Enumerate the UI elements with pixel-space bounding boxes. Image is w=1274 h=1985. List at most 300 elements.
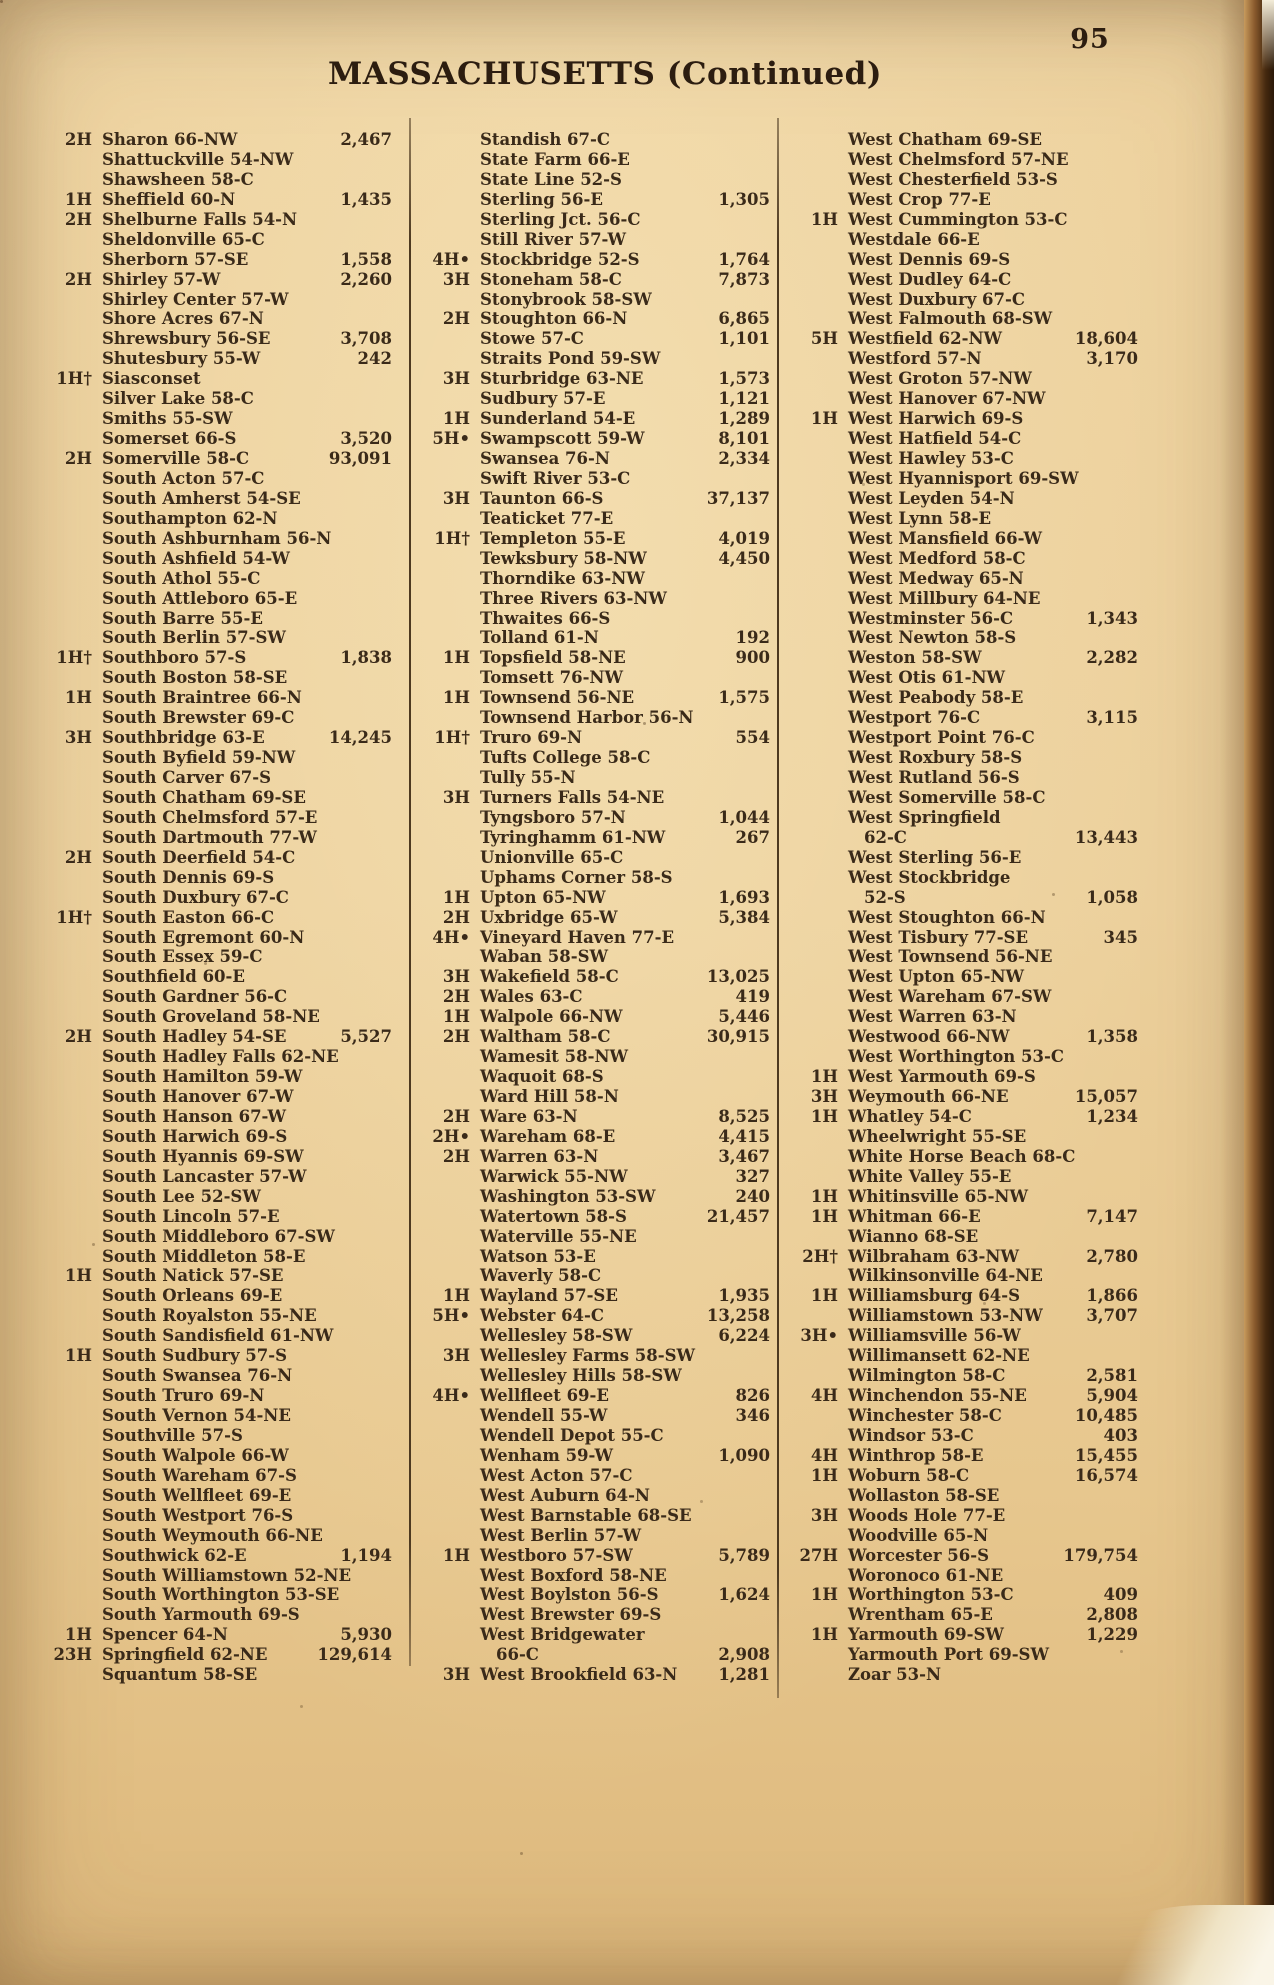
entry-name: Walpole 66-NW: [480, 1007, 623, 1027]
entry-name: Westdale 66-E: [848, 229, 980, 249]
entry-row: [50, 1207, 392, 1227]
entry-row: [428, 250, 770, 270]
entry-row: [796, 788, 1138, 808]
entry-row: [796, 1585, 1138, 1605]
entry-row: [50, 1486, 392, 1506]
entry-row: [50, 449, 392, 469]
entry-value: 826: [735, 1386, 770, 1406]
entry-name: Willimansett 62-NE: [848, 1346, 1030, 1366]
entry-value: 1,838: [340, 648, 392, 668]
entry-row: [428, 947, 770, 967]
entry-value: 2,908: [718, 1645, 770, 1665]
entry-row: [50, 688, 392, 708]
entry-prefix: 1H: [64, 1346, 92, 1366]
entry-name: West Cummington 53-C: [848, 209, 1068, 229]
entry-row: [428, 1167, 770, 1187]
entry-value: 2,260: [340, 269, 392, 289]
entry-value: 15,057: [1074, 1087, 1138, 1106]
entry-name: South Attleboro 65-E: [102, 588, 298, 608]
entry-name: Woods Hole 77-E: [848, 1505, 1006, 1525]
entry-prefix: 5H•: [432, 1306, 470, 1326]
entry-prefix: 3H: [442, 1346, 470, 1366]
entry-name: South Amherst 54-SE: [102, 488, 301, 508]
entry-row: [50, 748, 392, 768]
entry-name: Still River 57-W: [480, 229, 627, 249]
entry-row: [796, 1605, 1138, 1625]
entry-prefix: 23H: [53, 1645, 92, 1665]
entry-row: [796, 489, 1138, 509]
entry-row: [50, 150, 392, 170]
entry-value: 1,101: [718, 329, 770, 349]
entry-value: 3,170: [1086, 349, 1138, 369]
entry-name: West Rutland 56-S: [848, 768, 1020, 787]
entry-name: West Millbury 64-NE: [848, 588, 1041, 608]
entry-row: [50, 1047, 392, 1067]
entry-value: 4,450: [718, 548, 770, 568]
entry-value: 3,520: [340, 429, 392, 449]
entry-prefix: 4H•: [432, 249, 470, 269]
entry-name: West Berlin 57-W: [480, 1525, 642, 1545]
entry-value: 13,443: [1074, 827, 1138, 847]
entry-row: [50, 489, 392, 509]
entry-name: Woronoco 61-NE: [848, 1565, 1004, 1585]
entry-row: [428, 1286, 770, 1306]
entry-name: Topsfield 58-NE: [480, 648, 626, 668]
entry-name: West Bridgewater: [480, 1625, 645, 1645]
page-corner-top-right: [1262, 0, 1274, 70]
entry-row: [428, 668, 770, 688]
entry-name: Sturbridge 63-NE: [480, 369, 644, 389]
column-1: [50, 130, 392, 1685]
entry-name: Stoughton 66-N: [480, 309, 628, 329]
entry-name: Wamesit 58-NW: [480, 1047, 629, 1067]
entry-row: [796, 1366, 1138, 1386]
entry-name: Westport Point 76-C: [848, 728, 1035, 748]
entry-prefix: 1H: [810, 1206, 838, 1226]
entry-value: 13,258: [706, 1306, 770, 1326]
entry-value: 2,282: [1086, 648, 1138, 668]
entry-name: Stonybrook 58-SW: [480, 289, 652, 309]
entry-row: [428, 1007, 770, 1027]
entry-row: [428, 748, 770, 768]
entry-row: [50, 329, 392, 349]
entry-row: [50, 888, 392, 908]
entry-value: 1,343: [1086, 608, 1138, 628]
entry-name: South Lincoln 57-E: [102, 1206, 280, 1226]
entry-name: Wellfleet 69-E: [480, 1386, 609, 1406]
entry-row: [50, 768, 392, 788]
entry-value: 5,384: [718, 907, 770, 927]
entry-name: South Essex 59-C: [102, 947, 263, 967]
entry-name: West Springfield: [848, 807, 1001, 827]
entry-prefix: 1H: [810, 1625, 838, 1645]
entry-row: [796, 1665, 1138, 1685]
entry-name: Springfield 62-NE: [102, 1645, 268, 1665]
entry-value: 5,930: [340, 1625, 392, 1645]
entry-name: Westford 57-N: [848, 349, 982, 369]
entry-name: Wilmington 58-C: [848, 1366, 1006, 1386]
entry-row: [796, 1107, 1138, 1127]
entry-name: South Middleton 58-E: [102, 1246, 306, 1266]
entry-row: [50, 1247, 392, 1267]
entry-row: [796, 270, 1138, 290]
entry-name: Wellesley Farms 58-SW: [480, 1346, 696, 1366]
entry-name: Tolland 61-N: [480, 628, 599, 648]
entry-row: [796, 389, 1138, 409]
entry-name: South Easton 66-C: [102, 907, 275, 927]
entry-row: [428, 1306, 770, 1326]
entry-name: Washington 53-SW: [480, 1186, 656, 1206]
entry-value: 327: [735, 1166, 770, 1186]
entry-row: [428, 1526, 770, 1546]
entry-row: [50, 1605, 392, 1625]
entry-name: West Barnstable 68-SE: [480, 1505, 692, 1525]
entry-row: [50, 848, 392, 868]
entry-name: South Hamilton 59-W: [102, 1067, 303, 1087]
entry-row: [428, 329, 770, 349]
entry-name: Worthington 53-C: [848, 1585, 1014, 1605]
entry-value: 5,446: [718, 1007, 770, 1027]
column-2: [428, 130, 770, 1685]
entry-prefix: 2H: [442, 1027, 470, 1047]
entry-row: [796, 1546, 1138, 1566]
entry-name: Woodville 65-N: [848, 1525, 989, 1545]
entry-row: [796, 1286, 1138, 1306]
entry-row: [428, 1446, 770, 1466]
entry-value: 1,693: [718, 887, 770, 907]
entry-row: [796, 1047, 1138, 1067]
entry-row: [428, 728, 770, 748]
entry-row: [428, 609, 770, 629]
entry-value: 403: [1103, 1425, 1138, 1445]
entry-row: [796, 589, 1138, 609]
entry-row: [796, 150, 1138, 170]
entry-name: White Valley 55-E: [848, 1166, 1012, 1186]
entry-name: Southfield 60-E: [102, 967, 245, 987]
paper-speckles: [0, 0, 3, 3]
entry-value: 3,707: [1086, 1306, 1138, 1326]
entry-prefix: 1H: [442, 887, 470, 907]
entry-value: 3,708: [340, 329, 392, 349]
entry-value: 345: [1103, 927, 1138, 947]
entry-value: 93,091: [328, 449, 392, 468]
entry-name: South Gardner 56-C: [102, 987, 288, 1007]
entry-name: South Duxbury 67-C: [102, 887, 289, 907]
entry-name: South Dartmouth 77-W: [102, 827, 317, 847]
entry-name: South Weymouth 66-NE: [102, 1525, 323, 1545]
entry-name: West Roxbury 58-S: [848, 748, 1023, 768]
entry-name: South Chelmsford 57-E: [102, 807, 318, 827]
entry-name: Williamstown 53-NW: [848, 1306, 1043, 1326]
entry-value: 2,334: [718, 449, 770, 468]
entry-name: Templeton 55-E: [480, 528, 626, 548]
entry-row: [428, 1366, 770, 1386]
entry-name: West Chelmsford 57-NE: [848, 149, 1069, 169]
entry-row: [428, 290, 770, 310]
entry-row: [796, 429, 1138, 449]
entry-row: [796, 648, 1138, 668]
entry-name: Shattuckville 54-NW: [102, 149, 294, 169]
entry-row: [428, 589, 770, 609]
entry-row: [50, 668, 392, 688]
entry-prefix: 4H: [810, 1386, 838, 1406]
entry-row: [796, 349, 1138, 369]
entry-name: Wianno 68-SE: [848, 1226, 979, 1246]
entry-name: West Sterling 56-E: [848, 847, 1022, 867]
entry-value: 1,575: [718, 688, 770, 708]
entry-row: [796, 928, 1138, 948]
entry-name: West Medway 65-N: [848, 568, 1024, 588]
entry-name: South Walpole 66-W: [102, 1445, 289, 1465]
entry-row: [50, 908, 392, 928]
entry-name: Ward Hill 58-N: [480, 1087, 619, 1106]
entry-name: West Boxford 58-NE: [480, 1565, 667, 1585]
entry-row: [428, 1147, 770, 1167]
entry-prefix: 2H: [442, 1146, 470, 1166]
entry-row: [428, 908, 770, 928]
entry-row: [50, 429, 392, 449]
entry-name: Shore Acres 67-N: [102, 309, 264, 329]
entry-prefix: 2H: [442, 1106, 470, 1126]
entry-row: [50, 1546, 392, 1566]
entry-row: [796, 1446, 1138, 1466]
entry-name: Tyngsboro 57-N: [480, 807, 626, 827]
entry-row: [50, 130, 392, 150]
entry-name: Wilkinsonville 64-NE: [848, 1266, 1043, 1286]
entry-name: West Boylston 56-S: [480, 1585, 659, 1605]
entry-row: [50, 469, 392, 489]
entry-value: 129,614: [317, 1645, 392, 1665]
entry-name: West Falmouth 68-SW: [848, 309, 1053, 329]
entry-value: 6,224: [718, 1326, 770, 1346]
entry-name: Somerset 66-S: [102, 429, 237, 449]
entry-prefix: 2H: [442, 907, 470, 927]
entry-row: [796, 967, 1138, 987]
entry-name: South Ashburnham 56-N: [102, 528, 332, 548]
entry-row: [428, 429, 770, 449]
entry-prefix: 3H: [64, 728, 92, 748]
entry-row: [50, 1286, 392, 1306]
entry-value: 1,121: [718, 389, 770, 409]
entry-name: South Dennis 69-S: [102, 867, 275, 887]
entry-name: Waquoit 68-S: [480, 1067, 604, 1087]
entry-name: Westfield 62-NW: [848, 329, 1003, 349]
entry-row: [428, 309, 770, 329]
entry-row: [428, 1486, 770, 1506]
entry-prefix: 1H: [64, 189, 92, 209]
entry-row: [428, 469, 770, 489]
entry-row: [428, 768, 770, 788]
entry-name: Wrentham 65-E: [848, 1605, 993, 1625]
entry-row: [796, 1566, 1138, 1586]
entry-row: [428, 828, 770, 848]
entry-name: Wayland 57-SE: [480, 1286, 618, 1306]
entry-value: 409: [1103, 1585, 1138, 1605]
entry-name: South Williamstown 52-NE: [102, 1565, 352, 1585]
entry-row: [50, 369, 392, 389]
entry-row: [796, 130, 1138, 150]
entry-value: 1,281: [718, 1665, 770, 1685]
entry-row: [796, 1127, 1138, 1147]
entry-value: 554: [735, 728, 770, 748]
entry-name: Thwaites 66-S: [480, 608, 611, 628]
entry-row: [428, 708, 770, 728]
entry-name: South Deerfield 54-C: [102, 847, 296, 867]
entry-row: [428, 1127, 770, 1147]
entry-row: [796, 987, 1138, 1007]
entry-name: South Yarmouth 69-S: [102, 1605, 300, 1625]
entry-row: [50, 1406, 392, 1426]
entry-name: South Sudbury 57-S: [102, 1346, 288, 1366]
entry-row: [50, 589, 392, 609]
entry-prefix: 2H: [64, 209, 92, 229]
entry-prefix: 2H: [64, 847, 92, 867]
entry-name: Sherborn 57-SE: [102, 249, 249, 269]
entry-row: [50, 210, 392, 230]
entry-name: West Leyden 54-N: [848, 488, 1015, 508]
entry-row: [796, 888, 1138, 908]
entry-name: Sheffield 60-N: [102, 189, 236, 209]
entry-name: Shutesbury 55-W: [102, 349, 261, 369]
entry-value: 18,604: [1074, 329, 1138, 349]
entry-name: West Somerville 58-C: [848, 787, 1046, 807]
column-divider: [409, 118, 411, 1666]
entry-row: [428, 1665, 770, 1685]
entry-row: [796, 908, 1138, 928]
entry-value: 1,058: [1086, 887, 1138, 907]
entry-value: 5,904: [1086, 1386, 1138, 1406]
entry-row: [50, 190, 392, 210]
entry-name: West Tisbury 77-SE: [848, 927, 1029, 947]
entry-name: West Worthington 53-C: [848, 1047, 1064, 1067]
entry-name: Sunderland 54-E: [480, 409, 636, 429]
entry-prefix: 5H•: [432, 429, 470, 449]
entry-row: [796, 1625, 1138, 1645]
entry-name: Shirley 57-W: [102, 269, 221, 289]
entry-name: West Medford 58-C: [848, 548, 1026, 568]
entry-row: [428, 1466, 770, 1486]
entry-row: [50, 728, 392, 748]
entry-row: [428, 1566, 770, 1586]
entry-prefix: 1H: [810, 209, 838, 229]
entry-name: South Worthington 53-SE: [102, 1585, 340, 1605]
entry-row: [428, 987, 770, 1007]
entry-prefix: 1H: [810, 1106, 838, 1126]
entry-name: Westwood 66-NW: [848, 1027, 1010, 1047]
page-corner-bottom-right: [1084, 1905, 1274, 1985]
entry-prefix: 4H: [810, 1445, 838, 1465]
entry-row: [796, 1266, 1138, 1286]
entry-value: 419: [735, 987, 770, 1007]
entry-value: 900: [735, 648, 770, 668]
entry-row: [50, 509, 392, 529]
entry-name: West Brookfield 63-N: [480, 1665, 678, 1685]
entry-prefix: 2H: [64, 449, 92, 468]
entry-value: 1,234: [1086, 1106, 1138, 1126]
entry-name: South Harwich 69-S: [102, 1126, 288, 1146]
entry-prefix: 3H: [442, 1665, 470, 1685]
entry-row: [796, 947, 1138, 967]
entry-prefix: 3H: [442, 787, 470, 807]
entry-row: [796, 628, 1138, 648]
entry-prefix: 1H: [810, 1286, 838, 1306]
entry-value: 267: [735, 827, 770, 847]
entry-name: Unionville 65-C: [480, 847, 624, 867]
entry-prefix: 3H: [442, 488, 470, 508]
entry-value: 346: [735, 1406, 770, 1425]
entry-prefix: 1H: [442, 1286, 470, 1306]
entry-name: Shawsheen 58-C: [102, 169, 254, 189]
entry-row: [796, 230, 1138, 250]
entry-name: South Acton 57-C: [102, 468, 265, 488]
entry-prefix: 1H†: [56, 648, 92, 668]
entry-name: Uphams Corner 58-S: [480, 867, 673, 887]
entry-row: [428, 130, 770, 150]
entry-name: South Hyannis 69-SW: [102, 1146, 304, 1166]
entry-name: South Ashfield 54-W: [102, 548, 290, 568]
entry-name: Whatley 54-C: [848, 1106, 972, 1126]
entry-row: [50, 1187, 392, 1207]
entry-row: [428, 449, 770, 469]
entry-row: [428, 210, 770, 230]
entry-row: [428, 270, 770, 290]
entry-name: Winchester 58-C: [848, 1406, 1002, 1425]
entry-value: 2,780: [1086, 1246, 1138, 1266]
entry-row: [428, 1426, 770, 1446]
entry-row: [428, 349, 770, 369]
entry-prefix: 2H†: [802, 1246, 838, 1266]
entry-name: South Westport 76-S: [102, 1505, 294, 1525]
entry-name: West Stoughton 66-N: [848, 907, 1046, 927]
entry-row: [796, 1326, 1138, 1346]
entry-name: Southbridge 63-E: [102, 728, 265, 748]
entry-row: [796, 509, 1138, 529]
entry-row: [50, 987, 392, 1007]
entry-name: Silver Lake 58-C: [102, 389, 254, 409]
entry-name: Wilbraham 63-NW: [848, 1246, 1020, 1266]
entry-name: State Farm 66-E: [480, 149, 630, 169]
entry-name: Wellesley 58-SW: [480, 1326, 633, 1346]
entry-name: Warwick 55-NW: [480, 1166, 628, 1186]
entry-row: [428, 1585, 770, 1605]
entry-name: Stockbridge 52-S: [480, 249, 640, 269]
entry-row: [428, 868, 770, 888]
entry-row: [50, 549, 392, 569]
entry-row: [50, 529, 392, 549]
page-edge-shadow: [1220, 0, 1246, 1985]
entry-row: [428, 190, 770, 210]
entry-row: [50, 389, 392, 409]
entry-name: Smiths 55-SW: [102, 409, 233, 429]
entry-name: Weston 58-SW: [848, 648, 982, 668]
entry-name: West Hyannisport 69-SW: [848, 468, 1079, 488]
entry-row: [50, 1506, 392, 1526]
entry-name: Ware 63-N: [480, 1106, 578, 1126]
entry-row: [50, 1167, 392, 1187]
entry-value: 30,915: [706, 1027, 770, 1047]
entry-row: [50, 1147, 392, 1167]
entry-row: [796, 768, 1138, 788]
entry-name: Sheldonville 65-C: [102, 229, 265, 249]
entry-row: [428, 230, 770, 250]
entry-row: [50, 290, 392, 310]
entry-name: Townsend 56-NE: [480, 688, 635, 708]
entry-value: 1,289: [718, 409, 770, 429]
entry-name: West Auburn 64-N: [480, 1485, 650, 1505]
entry-row: [796, 309, 1138, 329]
entry-name: Watertown 58-S: [480, 1206, 627, 1226]
entry-row: [428, 1605, 770, 1625]
